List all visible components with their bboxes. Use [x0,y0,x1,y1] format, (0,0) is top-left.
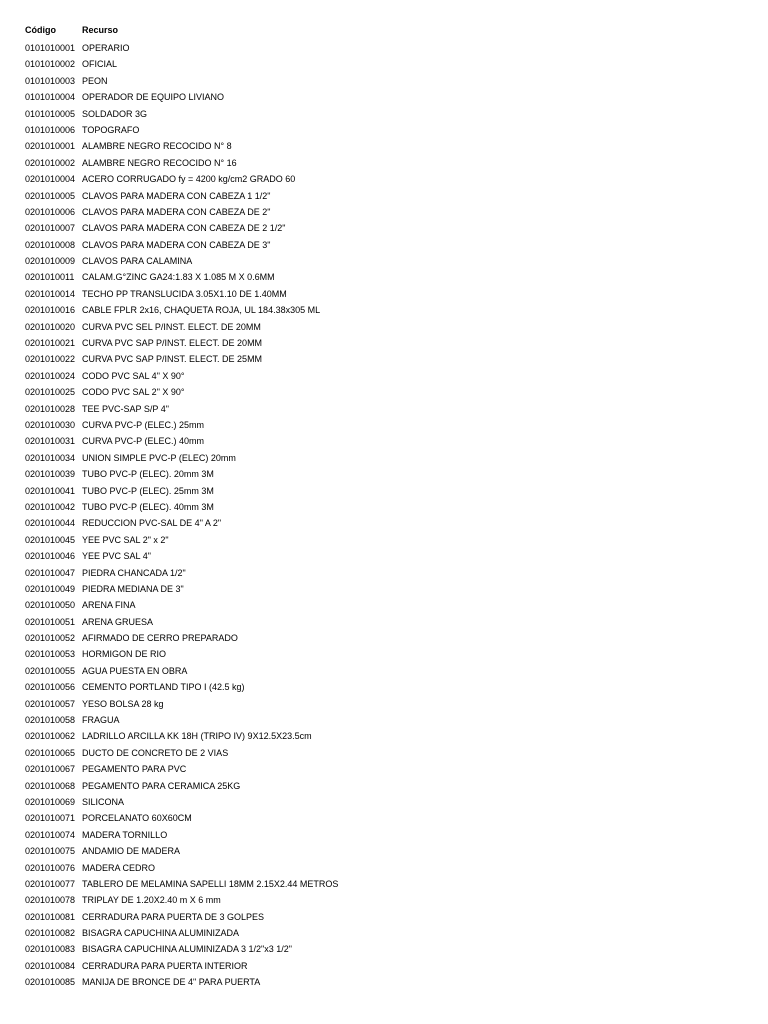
table-row [25,597,745,613]
resource-code: 0201010041 [25,485,76,496]
table-row [25,138,745,154]
resource-code: 0101010006 [25,124,76,135]
resource-name: CERRADURA PARA PUERTA DE 3 GOLPES [82,911,265,922]
table-row [25,532,745,548]
resource-name: PIEDRA CHANCADA 1/2" [82,567,186,578]
resource-code: 0201010014 [25,288,76,299]
resource-name: OPERADOR DE EQUIPO LIVIANO [82,92,225,103]
table-row [25,204,745,220]
resource-code: 0201010021 [25,338,76,349]
resource-name: DUCTO DE CONCRETO DE 2 VIAS [82,747,229,758]
resource-name: CODO PVC SAL 4" X 90° [82,370,185,381]
resource-name: TOPOGRAFO [82,124,140,135]
resource-code: 0201010051 [25,616,76,627]
resource-code: 0201010074 [25,829,76,840]
table-row [25,761,745,777]
table-row [25,89,745,105]
table-body [25,40,745,991]
table-row [25,73,745,89]
table-row [25,56,745,72]
resource-code: 0201010081 [25,911,76,922]
resource-code: 0101010002 [25,59,76,70]
resource-name: CLAVOS PARA MADERA CON CABEZA DE 3" [82,239,271,250]
resource-code: 0201010077 [25,878,76,889]
table-row [25,368,745,384]
table-row [25,646,745,662]
resource-name: OPERARIO [82,43,130,53]
resource-code: 0201010076 [25,862,76,873]
table-row [25,188,745,204]
table-row [25,483,745,499]
table-row [25,450,745,466]
table-row [25,319,745,335]
resource-code: 0201010084 [25,960,76,971]
resource-name: PIEDRA MEDIANA DE 3" [82,583,184,594]
resource-code: 0201010039 [25,469,76,480]
resource-name: FRAGUA [82,715,120,726]
resource-code: 0201010006 [25,206,76,217]
resource-code: 0201010025 [25,387,76,398]
table-row [25,515,745,531]
table-row [25,302,745,318]
resource-name: LADRILLO ARCILLA KK 18H (TRIPO IV) 9X12.5X23.5cm [82,731,312,742]
table-row [25,335,745,351]
resource-code: 0201010031 [25,436,76,447]
table-row [25,40,745,56]
resource-name: AGUA PUESTA EN OBRA [82,665,188,676]
table-row [25,925,745,941]
resource-name: YESO BOLSA 28 kg [82,698,164,709]
resource-name: MANIJA DE BRONCE DE 4" PARA PUERTA [82,977,261,988]
resource-name: ALAMBRE NEGRO RECOCIDO N° 8 [82,141,232,152]
table-row [25,696,745,712]
table-row [25,941,745,957]
table-row [25,974,745,990]
resource-name: CEMENTO PORTLAND TIPO I (42.5 kg) [82,682,245,693]
resource-name: SILICONA [82,796,125,807]
table-row [25,663,745,679]
table-row [25,433,745,449]
resource-code: 0201010083 [25,944,76,955]
table-row [25,237,745,253]
resource-name: TUBO PVC-P (ELEC). 40mm 3M [82,501,214,512]
resource-name: REDUCCION PVC-SAL DE 4" A 2" [82,518,222,529]
resource-name: MADERA CEDRO [82,862,156,873]
resource-name: ACERO CORRUGADO fy = 4200 kg/cm2 GRADO 60 [82,174,296,185]
table-row [25,106,745,122]
table-row [25,417,745,433]
resource-name: CURVA PVC SEL P/INST. ELECT. DE 20MM [82,321,261,332]
table-row [25,958,745,974]
resource-name: BISAGRA CAPUCHINA ALUMINIZADA [82,928,240,939]
table-row [25,909,745,925]
table-row [25,155,745,171]
resource-code: 0201010058 [25,715,76,726]
table-row [25,499,745,515]
resource-name: ARENA GRUESA [82,616,154,627]
resource-code: 0201010004 [25,174,76,185]
table-row [25,728,745,744]
table-row [25,171,745,187]
resource-code: 0201010069 [25,796,76,807]
resource-code: 0201010020 [25,321,76,332]
table-row [25,220,745,236]
resource-code: 0201010034 [25,452,76,463]
resource-code: 0201010055 [25,665,76,676]
resource-code: 0201010008 [25,239,76,250]
resource-name: CLAVOS PARA MADERA CON CABEZA DE 2" [82,206,271,217]
table-row [25,548,745,564]
resource-code: 0201010053 [25,649,76,660]
resource-code: 0201010056 [25,682,76,693]
resource-code: 0201010078 [25,895,76,906]
resource-code: 0201010022 [25,354,76,365]
table-row [25,827,745,843]
table-row [25,876,745,892]
resource-name: ANDAMIO DE MADERA [82,846,181,857]
resource-name: TUBO PVC-P (ELEC). 25mm 3M [82,485,214,496]
table-row [25,679,745,695]
table-row [25,466,745,482]
resource-code: 0101010004 [25,92,76,103]
table-row [25,892,745,908]
resource-code: 0201010044 [25,518,76,529]
table-row [25,565,745,581]
table-row [25,630,745,646]
resource-code: 0201010062 [25,731,76,742]
table-row [25,745,745,761]
resource-code: 0201010068 [25,780,76,791]
resource-name: CURVA PVC SAP P/INST. ELECT. DE 25MM [82,354,263,365]
resource-code: 0201010050 [25,600,76,611]
table-row [25,778,745,794]
table-row [25,860,745,876]
resource-name: PEGAMENTO PARA PVC [82,764,187,775]
resource-code: 0201010030 [25,419,76,430]
resource-name: CURVA PVC-P (ELEC.) 25mm [82,419,205,430]
resource-code: 0201010046 [25,551,76,562]
resource-name: SOLDADOR 3G [82,108,148,119]
table-row [25,614,745,630]
resource-code: 0201010082 [25,928,76,939]
resource-name: MADERA TORNILLO [82,829,168,840]
table-row [25,794,745,810]
resource-code: 0201010052 [25,633,76,644]
resource-code: 0201010009 [25,256,76,267]
resource-code: 0201010065 [25,747,76,758]
resource-code: 0201010001 [25,141,76,152]
resource-name: ALAMBRE NEGRO RECOCIDO N° 16 [82,157,237,168]
resource-name: CABLE FPLR 2x16, CHAQUETA ROJA, UL 184.38x305 ML [82,305,321,316]
table-row [25,269,745,285]
resource-name: TABLERO DE MELAMINA SAPELLI 18MM 2.15X2.44 METROS [82,878,339,889]
table-row [25,843,745,859]
resource-name: TEE PVC-SAP S/P 4" [82,403,169,414]
table-row [25,712,745,728]
resource-code: 0201010011 [25,272,75,283]
table-row [25,286,745,302]
resource-name: PEGAMENTO PARA CERAMICA 25KG [82,780,241,791]
table-row [25,401,745,417]
resource-name: CLAVOS PARA MADERA CON CABEZA 1 1/2" [82,190,271,201]
resource-code: 0201010049 [25,583,76,594]
resource-name: CODO PVC SAL 2" X 90° [82,387,185,398]
resource-name: ARENA FINA [82,600,136,611]
resource-name: BISAGRA CAPUCHINA ALUMINIZADA 3 1/2"x3 1/2" [82,944,292,955]
resource-code: 0201010005 [25,190,76,201]
resource-name: CERRADURA PARA PUERTA INTERIOR [82,960,248,971]
resource-code: 0201010075 [25,846,76,857]
resource-code: 0201010002 [25,157,76,168]
resource-name: PEON [82,75,108,86]
resource-name: UNION SIMPLE PVC-P (ELEC) 20mm [82,452,236,463]
resource-name: TECHO PP TRANSLUCIDA 3.05X1.10 DE 1.40MM [82,288,287,299]
resource-code: 0201010085 [25,977,76,988]
table-row [25,384,745,400]
table-row [25,581,745,597]
table-header [25,23,745,37]
resource-name: TUBO PVC-P (ELEC). 20mm 3M [82,469,214,480]
resource-code: 0201010024 [25,370,76,381]
resource-code: 0101010003 [25,75,76,86]
resource-code: 0201010071 [25,813,76,824]
resource-name: CLAVOS PARA CALAMINA [82,256,193,267]
resource-name: AFIRMADO DE CERRO PREPARADO [82,633,238,644]
resource-name: CURVA PVC-P (ELEC.) 40mm [82,436,205,447]
resource-code: 0201010007 [25,223,76,234]
resource-name: HORMIGON DE RIO [82,649,167,660]
resource-name: CURVA PVC SAP P/INST. ELECT. DE 20MM [82,338,263,349]
resource-code: 0101010005 [25,108,76,119]
resource-code: 0201010016 [25,305,76,316]
table-row [25,122,745,138]
resource-code: 0201010028 [25,403,76,414]
table-row [25,253,745,269]
table-row [25,351,745,367]
resource-name: YEE PVC SAL 4" [82,551,151,562]
resource-code: 0201010067 [25,764,76,775]
resource-name: PORCELANATO 60X60CM [82,813,192,824]
resource-name: OFICIAL [82,59,118,70]
resource-code: 0201010047 [25,567,76,578]
resource-name: CALAM.G°ZINC GA24:1.83 X 1.085 M X 0.6MM [82,272,275,283]
resource-code: 0201010057 [25,698,76,709]
resource-name: YEE PVC SAL 2" x 2" [82,534,169,545]
resource-name: TRIPLAY DE 1.20X2.40 m X 6 mm [82,895,221,906]
resource-code: 0201010045 [25,534,76,545]
resource-column-header: Recurso [82,25,119,35]
table-row [25,810,745,826]
resource-table [25,23,745,991]
resource-name: CLAVOS PARA MADERA CON CABEZA DE 2 1/2" [82,223,286,234]
code-column-header: Código [25,25,56,35]
resource-code: 0201010042 [25,501,76,512]
resource-code: 0101010001 [25,43,76,53]
